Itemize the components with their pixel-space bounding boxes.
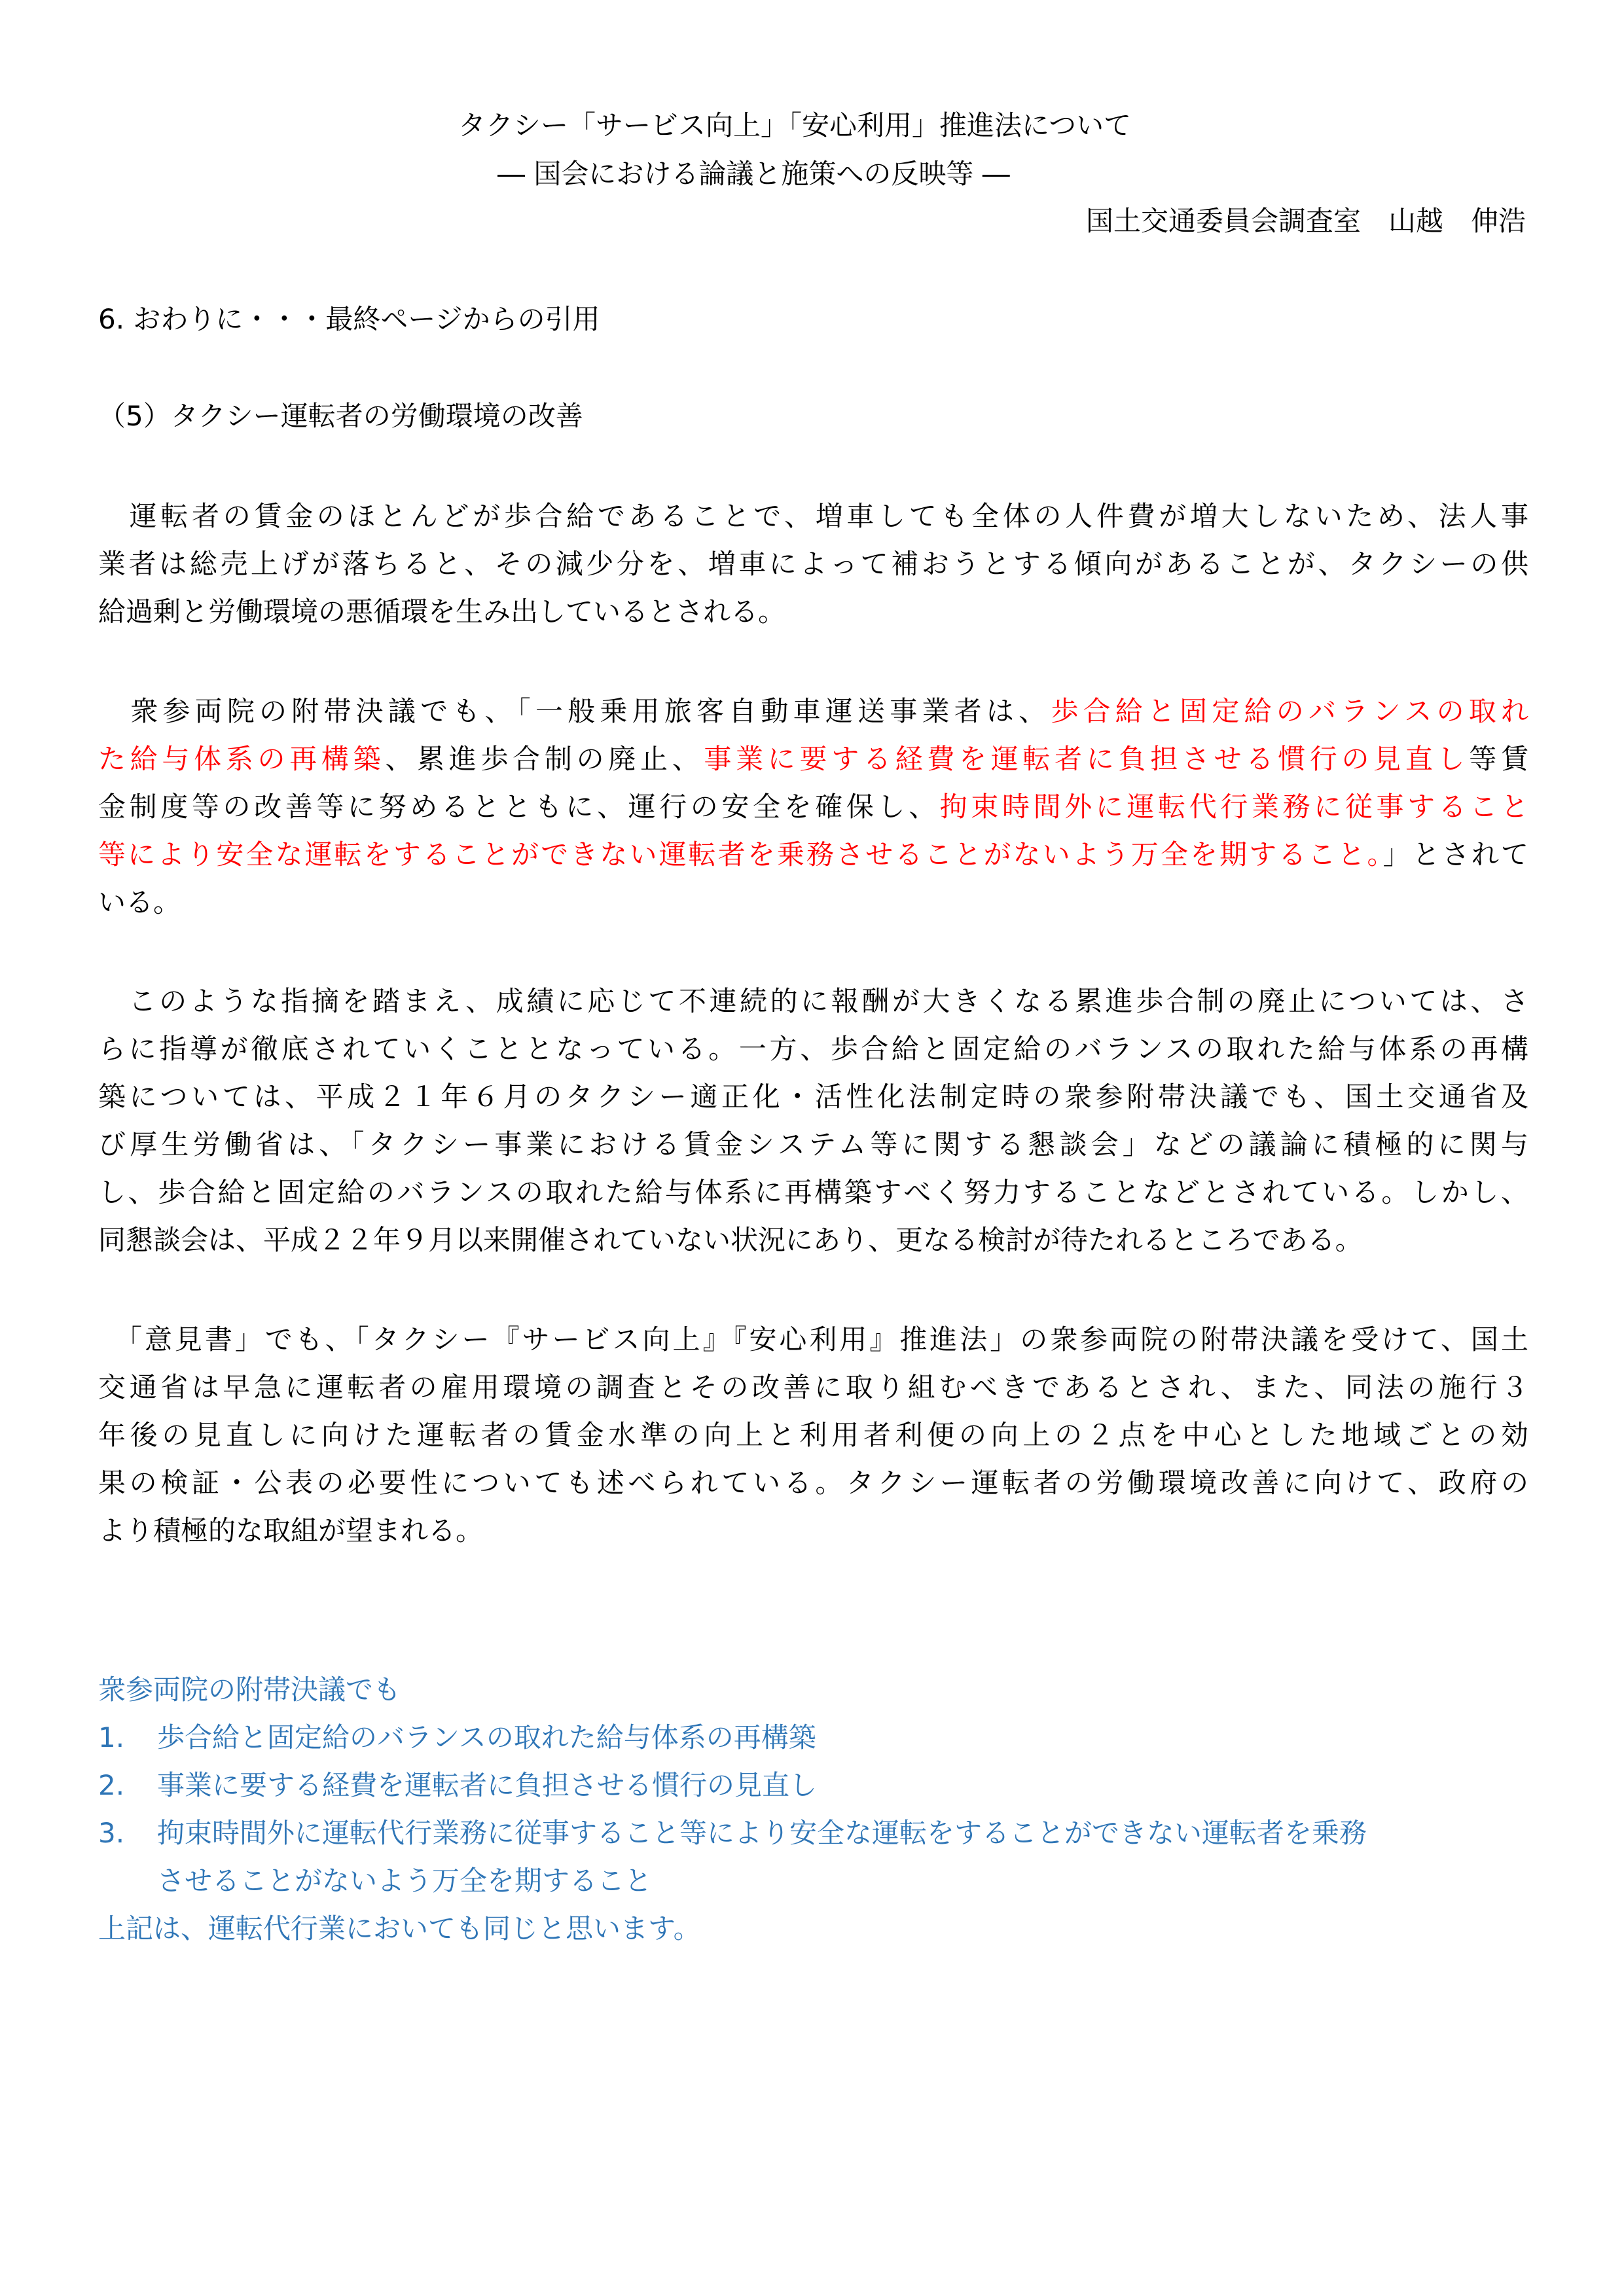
note-list-item	[98, 1809, 1528, 1857]
paragraph-1	[98, 492, 1528, 636]
paragraph-line: 給過剰と労働環境の悪循環を生み出しているとされる。	[98, 596, 786, 628]
paragraph-line: より積極的な取組が望まれる。	[98, 1515, 484, 1547]
paragraph-line: 同懇談会は、平成２２年９月以来開催されていない状況にあり、更なる検討が待たれるところである。	[98, 1224, 1363, 1256]
plain-text: 」とされて	[1382, 838, 1528, 870]
note-conclusion: 上記は、運転代行業においても同じと思います。	[98, 1912, 701, 1945]
paragraph-line: 「意見書」でも、「タクシー『サービス向上』『安心利用』推進法」の衆参両院の附帯決議を受けて、国土	[98, 1323, 1528, 1355]
paragraph-line: 業者は総売上げが落ちると、その減少分を、増車によって補おうとする傾向があることが、タクシーの供	[98, 548, 1528, 580]
note-item-continuation: させることがないよう万全を期すること	[157, 1865, 653, 1897]
paragraph-line: し、歩合給と固定給のバランスの取れた給与体系に再構築すべく努力することなどとされている。しかし、	[98, 1176, 1528, 1208]
paragraph-line	[98, 878, 1528, 926]
paragraph-4	[98, 1316, 1528, 1554]
note-block	[98, 1666, 1528, 1952]
paragraph-line	[98, 783, 1528, 831]
paragraph-line: らに指導が徹底されていくこととなっている。一方、歩合給と固定給のバランスの取れた給与体系の再構	[98, 1033, 1528, 1065]
subsection-heading: （5）タクシー運転者の労働環境の改善	[98, 400, 583, 432]
highlighted-text: 等により安全な運転をすることができない運転者を乗務させることがないよう万全を期すること。	[98, 838, 1383, 870]
note-item-text: 歩合給と固定給のバランスの取れた給与体系の再構築	[157, 1721, 816, 1753]
paragraph-line	[98, 687, 1528, 735]
paragraph-line: 年後の見直しに向けた運転者の賃金水準の向上と利用者利便の向上の２点を中心とした地域ごとの効	[98, 1419, 1528, 1451]
plain-text: いる。	[98, 886, 181, 918]
paragraph-line: 築については、平成２１年６月のタクシー適正化・活性化法制定時の衆参附帯決議でも、国土交通省及	[98, 1081, 1528, 1113]
paragraph-line	[98, 735, 1528, 783]
note-item-number: 1.	[98, 1721, 125, 1753]
highlighted-text: 歩合給と固定給のバランスの取れ	[1051, 695, 1528, 727]
note-list-item	[98, 1761, 1528, 1809]
note-item-number: 2.	[98, 1769, 125, 1801]
note-item-text: 拘束時間外に運転代行業務に従事すること等により安全な運転をすることができない運転者を乗務	[157, 1817, 1367, 1849]
plain-text: 等賃	[1469, 743, 1528, 775]
paragraph-line: 交通省は早急に運転者の雇用環境の調査とその改善に取り組むべきであるとされ、また、同法の施行３	[98, 1371, 1528, 1403]
paragraph-2	[98, 687, 1528, 926]
plain-text: 金制度等の改善等に努めるとともに、運行の安全を確保し、	[98, 791, 940, 823]
paragraph-3	[98, 977, 1528, 1264]
section-heading: 6. おわりに・・・最終ページからの引用	[98, 303, 600, 335]
highlighted-text: 拘束時間外に運転代行業務に従事すること	[939, 791, 1528, 823]
note-intro: 衆参両院の附帯決議でも	[98, 1674, 401, 1706]
plain-text: 衆参両院の附帯決議でも、「一般乗用旅客自動車運送事業者は、	[98, 695, 1051, 727]
paragraph-line: 運転者の賃金のほとんどが歩合給であることで、増車しても全体の人件費が増大しないため、法人事	[98, 500, 1528, 532]
highlighted-text: 事業に要する経費を運転者に負担させる慣行の見直し	[704, 743, 1470, 775]
paragraph-line	[98, 831, 1528, 878]
paragraph-line: び厚生労働省は、「タクシー事業における賃金システム等に関する懇談会」などの議論に積極的に関与	[98, 1128, 1528, 1160]
plain-text: 、累進歩合制の廃止、	[385, 743, 704, 775]
document-author: 国土交通委員会調査室 山越 伸浩	[1085, 205, 1526, 237]
paragraph-line: このような指摘を踏まえ、成績に応じて不連続的に報酬が大きくなる累進歩合制の廃止については、さ	[98, 985, 1528, 1017]
note-item-text: 事業に要する経費を運転者に負担させる慣行の見直し	[157, 1769, 818, 1801]
highlighted-text: た給与体系の再構築	[98, 743, 386, 775]
note-item-number: 3.	[98, 1817, 125, 1849]
note-list-item	[98, 1713, 1528, 1761]
document-title: タクシー「サービス向上」「安心利用」推進法について	[458, 109, 1132, 141]
paragraph-line: 果の検証・公表の必要性についても述べられている。タクシー運転者の労働環境改善に向けて、政府の	[98, 1467, 1528, 1499]
document-subtitle: ― 国会における論議と施策への反映等 ―	[497, 158, 1010, 190]
